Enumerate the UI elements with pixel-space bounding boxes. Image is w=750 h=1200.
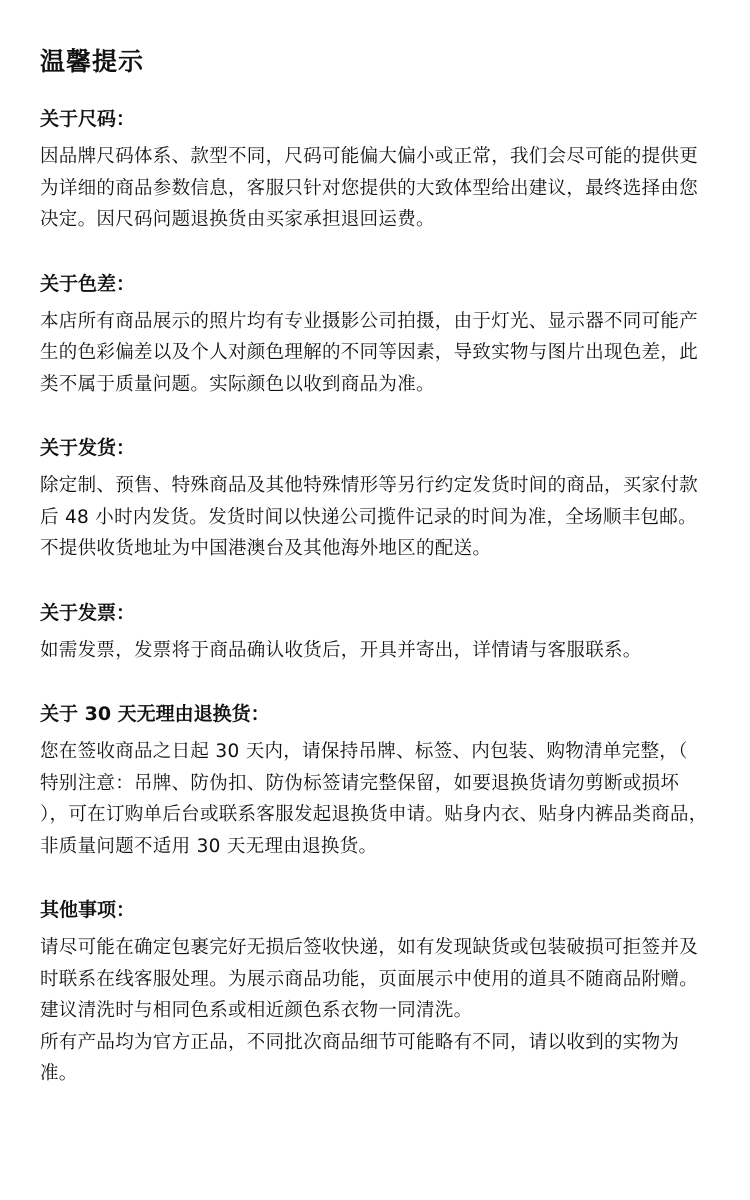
section-title-shipping: 关于发货： [40,437,136,459]
section-title-other: 其他事项： [40,899,136,921]
section-color-difference [40,270,710,401]
section-title-color-difference: 关于色差： [40,272,136,295]
section-text-size: 因品牌尺码体系、款型不同，尺码可能偏大偏小或正常，我们会尽可能的提供更为详细的商品参数信息，客服只针对您提供的大致体型给出建议，最终选择由您决定。因尺码问题退换货由买家承担退回运费。 [40,146,699,230]
page-title: 温馨提示 [40,47,145,76]
section-title-invoice: 关于发票： [40,601,136,624]
section-text-other-2: 所有产品均为官方正品，不同批次商品细节可能略有不同，请以收到的实物为准。 [40,1031,680,1084]
section-other [40,896,710,1090]
section-returns [40,700,710,862]
section-size [40,105,710,236]
section-text-color-difference: 本店所有商品展示的照片均有专业摄影公司拍摄，由于灯光、显示器不同可能产生的色彩偏差以及个人对颜色理解的不同等因素，导致实物与图片出现色差，此类不属于质量问题。实际颜色以收到商品为准。 [40,310,699,395]
section-title-returns: 关于 30 天无理由退换货： [40,703,270,725]
section-shipping [40,434,710,565]
section-text-other-1: 请尽可能在确定包裹完好无损后签收快递，如有发现缺货或包装破损可拒签并及时联系在线客服处理。为展示商品功能，页面展示中使用的道具不随商品附赠。建议清洗时与相同色系或相近颜色系衣物一同清洗。 [40,937,699,1021]
section-text-returns: 您在签收商品之日起 30 天内，请保持吊牌、标签、内包装、购物清单完整，（ 特别注意：吊牌、防伪扣、防伪标签请完整保留，如要退换货请勿剪断或损坏 ），可在订购单后台或联系客服发起退换货申请。贴身内衣、贴身内裤品类商品，非质量问题不适用 30 天无理由退换货。 [40,741,708,857]
section-title-size: 关于尺码： [40,108,136,130]
section-invoice [40,599,710,667]
section-text-invoice: 如需发票，发票将于商品确认收货后，开具并寄出，详情请与客服联系。 [40,639,642,661]
section-text-shipping: 除定制、预售、特殊商品及其他特殊情形等另行约定发货时间的商品，买家付款后 48 小时内发货。发货时间以快递公司揽件记录的时间为准，全场顺丰包邮。不提供收货地址为中国港澳台及其他海外地区的配送。 [40,475,699,559]
